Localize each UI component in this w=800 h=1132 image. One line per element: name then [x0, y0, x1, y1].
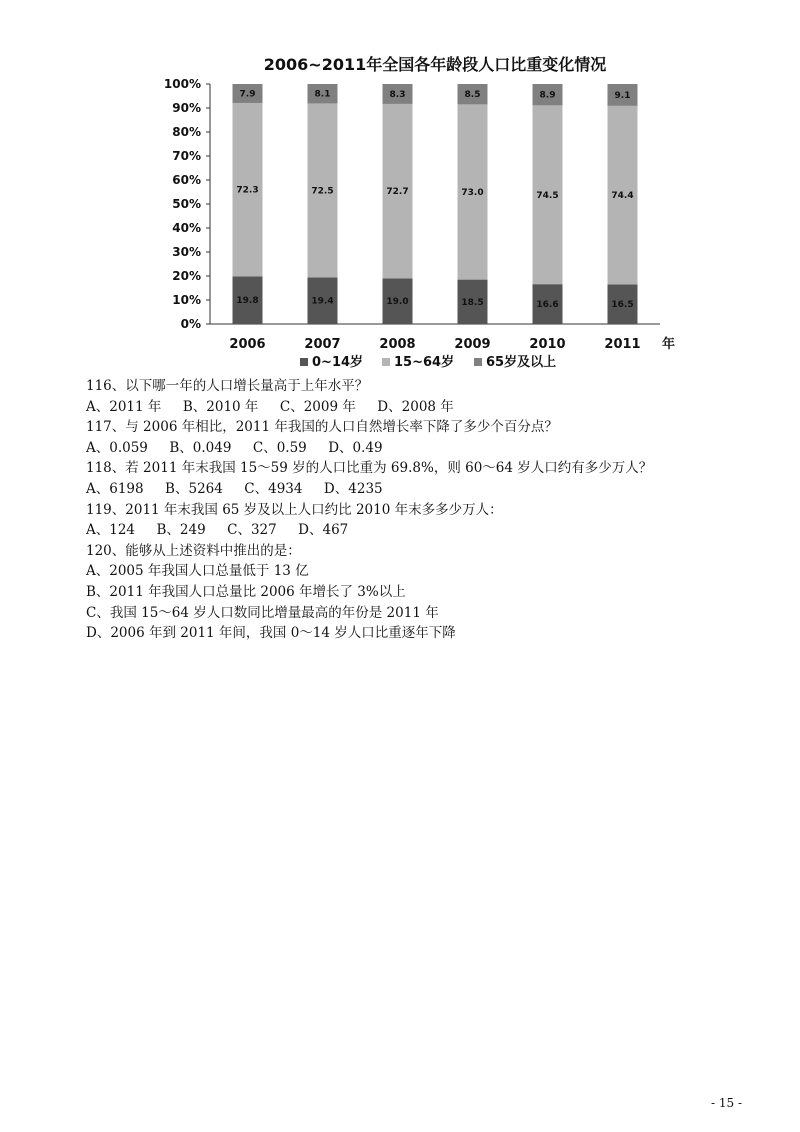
- question-line: A、2011 年 B、2010 年 C、2009 年 D、2008 年: [86, 398, 454, 415]
- question-line: 116、以下哪一年的人口增长量高于上年水平？: [86, 378, 369, 394]
- y-tick-label: 80%: [172, 125, 201, 139]
- legend-swatch: [474, 358, 482, 366]
- legend-label: 15~64岁: [394, 355, 455, 370]
- data-label: 8.3: [389, 89, 406, 100]
- data-label: 72.7: [386, 187, 409, 198]
- x-tick-label: 2007: [304, 337, 341, 352]
- data-label: 72.3: [236, 185, 259, 196]
- y-tick-label: 0%: [180, 317, 201, 331]
- legend-label: 0~14岁: [312, 355, 364, 370]
- data-label: 18.5: [461, 297, 484, 308]
- question-line: B、2011 年我国人口总量比 2006 年增长了 3%以上: [86, 583, 406, 600]
- data-label: 9.1: [614, 90, 631, 101]
- data-label: 19.0: [386, 297, 409, 308]
- y-tick-label: 40%: [172, 221, 201, 235]
- data-label: 16.5: [611, 300, 634, 311]
- data-label: 8.5: [464, 90, 481, 101]
- chart-data-labels: [236, 89, 633, 310]
- data-label: 8.9: [539, 90, 556, 101]
- chart-title: 2006~2011年全国各年龄段人口比重变化情况: [263, 55, 607, 74]
- data-label: 19.8: [236, 296, 259, 307]
- x-tick-label: 2011: [604, 337, 641, 352]
- x-tick-label: 2010: [529, 337, 566, 352]
- legend-swatch: [300, 358, 308, 366]
- x-tick-label: 2006: [229, 337, 266, 352]
- y-tick-label: 10%: [172, 293, 201, 307]
- question-line: 119、2011 年末我国 65 岁及以上人口约比 2010 年末多多少万人：: [86, 501, 503, 518]
- data-label: 8.1: [314, 89, 331, 100]
- question-line: 118、若 2011 年末我国 15～59 岁的人口比重为 69.8%，则 60～64 岁人口约有多少万人？: [86, 460, 653, 477]
- data-label: 73.0: [461, 188, 484, 198]
- chart-bars: [233, 84, 638, 324]
- question-line: D、2006 年到 2011 年间，我国 0～14 岁人口比重逐年下降: [86, 625, 456, 642]
- legend-swatch: [382, 358, 390, 366]
- y-tick-label: 50%: [172, 197, 201, 211]
- legend-label: 65岁及以上: [486, 355, 557, 370]
- data-label: 19.4: [311, 296, 334, 307]
- data-label: 7.9: [239, 89, 256, 100]
- data-label: 16.6: [536, 300, 559, 311]
- question-line: 117、与 2006 年相比，2011 年我国的人口自然增长率下降了多少个百分点？: [86, 419, 558, 436]
- data-label: 74.4: [611, 191, 634, 202]
- population-age-chart: [160, 48, 680, 378]
- y-tick-label: 20%: [172, 269, 201, 283]
- page-number: - 15 -: [710, 1096, 742, 1110]
- question-line: A、0.059 B、0.049 C、0.59 D、0.49: [86, 439, 383, 456]
- question-list: [86, 376, 746, 644]
- x-tick-label: 2009: [454, 337, 491, 352]
- y-tick-label: 70%: [172, 149, 201, 163]
- question-line: A、2005 年我国人口总量低于 13 亿: [86, 563, 309, 580]
- y-tick-label: 30%: [172, 245, 201, 259]
- question-line: A、124 B、249 C、327 D、467: [86, 522, 349, 539]
- x-axis-unit: 年: [662, 337, 676, 352]
- question-line: C、我国 15～64 岁人口数同比增量最高的年份是 2011 年: [86, 604, 439, 621]
- data-label: 74.5: [536, 190, 559, 201]
- y-tick-label: 60%: [172, 173, 201, 187]
- data-label: 72.5: [311, 186, 334, 197]
- y-tick-label: 90%: [172, 101, 201, 115]
- y-tick-label: 100%: [163, 77, 201, 91]
- question-line: A、6198 B、5264 C、4934 D、4235: [86, 480, 383, 497]
- chart-legend: [300, 354, 556, 370]
- question-line: 120、能够从上述资料中推出的是：: [86, 542, 301, 559]
- x-tick-label: 2008: [379, 337, 416, 352]
